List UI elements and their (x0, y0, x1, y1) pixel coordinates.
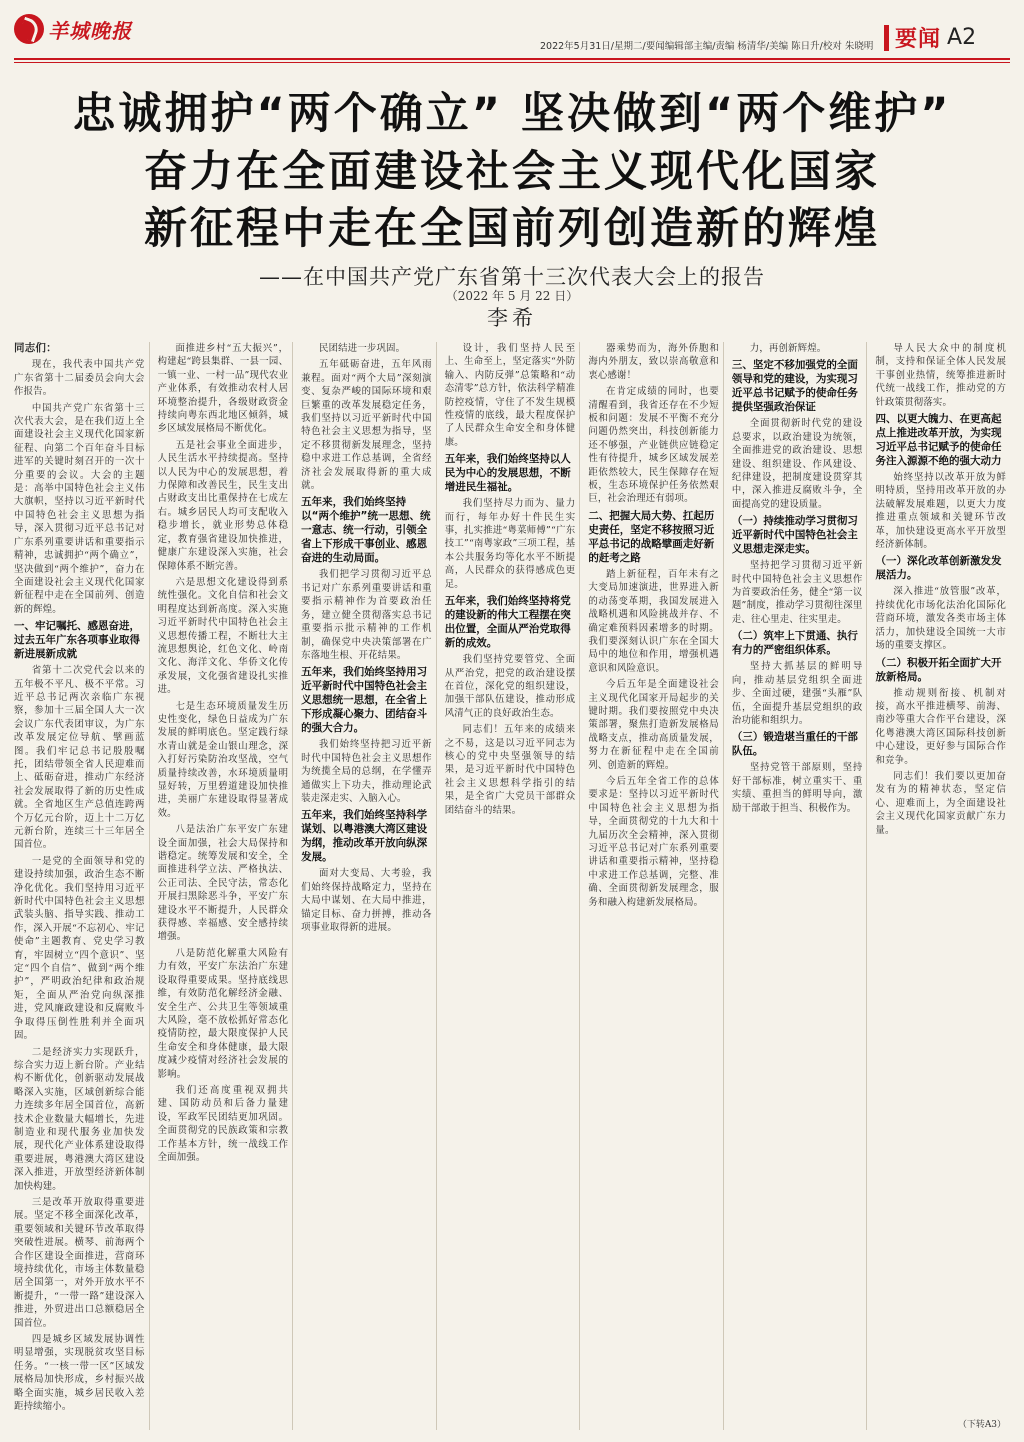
newspaper-logo[interactable] (14, 12, 132, 46)
section-heading: 五年来，我们始终坚持以“两个维护”统一思想、统一意志、统一行动，引领全省上下形成干事创业、感恩奋进的生动局面。 (301, 496, 431, 565)
paragraph: 坚持把学习贯彻习近平新时代中国特色社会主义思想作为首要政治任务，健全“第一议题”制度，推动学习贯彻往深里走、往心里走、往实里走。 (731, 560, 863, 625)
paragraph: 八是法治广东平安广东建设全面加强，社会大局保持和谐稳定。统筹发展和安全，全面推进科学立法、严格执法、公正司法、全民守法，常态化开展扫黑除恶斗争，平安广东建设水平不断提升，人民群众获得感、幸福感、安全感持续增强。 (157, 824, 289, 943)
section-heading: 五年来，我们始终坚持用习近平新时代中国特色社会主义思想统一思想，在全省上下形成凝心聚力、团结奋斗的强大合力。 (301, 666, 428, 735)
paragraph: 四是城乡区域发展协调性明显增强，实现脱贫攻坚目标任务。“一核一带一区”区域发展格局加快形成，乡村振兴战略全面实施，城乡居民收入差距持续缩小。 (14, 1334, 145, 1413)
section-heading: （三）锻造堪当重任的干部队伍。 (731, 731, 858, 758)
paragraph: 我们把学习贯彻习近平总书记对广东系列重要讲话和重要指示精神作为首要政治任务，建立健全贯彻落实总书记重要指示批示精神的工作机制，确保党中央决策部署在广东落地生根、开花结果。 (301, 569, 432, 661)
headline-line-1: 忠诚拥护“两个确立” 坚决做到“两个维护” (72, 89, 952, 139)
section-heading: 五年来，我们始终坚持科学谋划、以粤港澳大湾区建设为纲，推动改革开放向纵深发展。 (301, 809, 428, 864)
section-tag (884, 22, 976, 53)
section-heading: 四、以更大魄力、在更高起点上推进改革开放，为实现习近平总书记赋予的使命任务注入源源不绝的强大动力 (875, 413, 1002, 468)
report-date: （2022 年 5 月 22 日） (445, 289, 579, 303)
paragraph: 今后五年全省工作的总体要求是：坚持以习近平新时代中国特色社会主义思想为指导，全面贯彻党的十九大和十九届历次全会精神，深入贯彻习近平总书记对广东系列重要讲话和重要指示精神，坚持稳中求进工作总基调，完整、准确、全面贯彻新发展理念，服务和融入构建新发展格局。 (588, 775, 719, 908)
paragraph: 省第十二次党代会以来的五年极不平凡、极不平常。习近平总书记两次亲临广东视察，参加十三届全国人大一次会议广东代表团审议，为广东改革发展定位导航、擘画蓝图。我们牢记总书记殷殷嘱托，团结带领全省人民迎难而上、砥砺奋进，推动广东经济社会发展取得了新的历史性成就。全省地区生产总值连跨两个万亿元台阶，迈上十二万亿元新台阶，连续三十三年居全国首位。 (14, 665, 145, 851)
paragraph: 始终坚持以改革开放为鲜明特质，坚持用改革开放的办法破解发展难题，以更大力度推进重点领域和关键环节改革，加快建设更高水平开放型经济新体制。 (875, 472, 1007, 551)
paragraph: 推动规则衔接、机制对接，高水平推进横琴、前海、南沙等重大合作平台建设，深化粤港澳大湾区国际科技创新中心建设，更好参与国际合作和竞争。 (875, 687, 1007, 766)
paragraph: 五年砥砺奋进，五年风雨兼程。面对“两个大局”深刻演变、复杂严峻的国际环境和艰巨繁重的改革发展稳定任务，我们坚持以习近平新时代中国特色社会主义思想为指导，坚定不移贯彻新发展理念，坚持稳中求进工作总基调，全省经济社会发展取得新的重大成就。 (301, 359, 432, 492)
section-heading: 二、把握大局大势、扛起历史责任，坚定不移按照习近平总书记的战略擘画走好新的赶考之路 (588, 509, 715, 564)
paragraph: 面推进乡村“五大振兴”，构建起“跨县集群、一县一园、一镇一业、一村一品”现代农业产业体系，有效推动农村人居环境整治提升，各级财政资金持续向粤东西北地区倾斜，城乡区域发展格局不断优化。 (157, 343, 289, 435)
paragraph: 一是党的全面领导和党的建设持续加强，政治生态不断净化优化。我们坚持用习近平新时代中国特色社会主义思想武装头脑、指导实践、推动工作，深入开展“不忘初心、牢记使命”主题教育、党史学习教育，牢固树立“四个意识”、坚定“四个自信”、做到“两个维护”，严明政治纪律和政治规矩，全面从严治党向纵深推进，党风廉政建设和反腐败斗争取得压倒性胜利并全面巩固。 (14, 855, 145, 1042)
paragraph: 现在，我代表中国共产党广东省第十二届委员会向大会作报告。 (14, 359, 145, 398)
salutation: 同志们： (14, 342, 57, 354)
masthead (0, 0, 1024, 66)
text-column (14, 342, 150, 1430)
logo-icon (14, 14, 44, 44)
text-column (588, 342, 724, 1430)
paragraph: 同志们！五年来的成绩来之不易，这是以习近平同志为核心的党中央坚强领导的结果，是习近平新时代中国特色社会主义思想科学指引的结果，是全省广大党员干部群众团结奋斗的结果。 (444, 724, 576, 816)
paragraph: 今后五年是全面建设社会主义现代化国家开局起步的关键时期。我们要按照党中央决策部署，聚焦打造新发展格局战略支点，推动高质量发展，努力在新征程中走在全国前列、创造新的辉煌。 (588, 679, 719, 771)
paragraph: 我们还高度重视双拥共建、国防动员和后备力量建设，军政军民团结更加巩固。全面贯彻党的民族政策和宗教工作基本方针，统一战线工作全面加强。 (157, 1084, 289, 1163)
article-body (14, 342, 1010, 1430)
subheadline: ——在中国共产党广东省第十三次代表大会上的报告 (259, 265, 765, 289)
paragraph: 民团结进一步巩固。 (319, 343, 406, 354)
paragraph: 面对大变局、大考验，我们始终保持战略定力，坚持在大局中谋划、在大局中推进，锚定目标、奋力拼搏，推动各项事业取得新的进展。 (301, 868, 432, 933)
headline-line-2: 奋力在全面建设社会主义现代化国家 (144, 147, 880, 197)
author: 李希 (487, 306, 537, 330)
paragraph: 六是思想文化建设得到系统性强化。文化自信和社会文明程度达到新高度。深入实施习近平新时代中国特色社会主义思想传播工程，不断壮大主流思想舆论，红色文化、岭南文化、海洋文化、华侨文化传承发展，文化强省建设扎实推进。 (157, 576, 289, 696)
section-heading: 一、牢记嘱托、感恩奋进，过去五年广东各项事业取得新进展新成就 (14, 620, 140, 661)
paragraph: 踏上新征程，百年未有之大变局加速演进，世界进入新的动荡变革期，我国发展进入战略机遇和风险挑战并存、不确定难预料因素增多的时期。我们要深刻认识广东在全国大局中的地位和作用，增强机遇意识和风险意识。 (588, 568, 719, 674)
paragraph: 中国共产党广东省第十三次代表大会，是在我们迈上全面建设社会主义现代化国家新征程、向第二个百年奋斗目标进军的关键时刻召开的一次十分重要的会议。大会的主题是：高举中国特色社会主义伟大旗帜，坚持以习近平新时代中国特色社会主义思想为指导，深入贯彻习近平总书记对广东系列重要讲话和重要指示精神，忠诚拥护“两个确立”，坚决做到“两个维护”，奋力在全面建设社会主义现代化国家新征程中走在全国前列、创造新的辉煌。 (14, 402, 145, 615)
section-heading: 三、坚定不移加强党的全面领导和党的建设，为实现习近平总书记赋予的使命任务提供坚强政治保证 (731, 359, 858, 414)
text-column (301, 342, 437, 1430)
paragraph: 七是生态环境质量发生历史性变化，绿色日益成为广东发展的鲜明底色。坚定践行绿水青山就是金山银山理念，深入打好污染防治攻坚战，空气质量持续改善，水环境质量明显好转，万里碧道建设加快推进，美丽广东建设取得显著成效。 (157, 700, 289, 819)
paragraph: 坚持大抓基层的鲜明导向，推动基层党组织全面进步、全面过硬，建强“头雁”队伍，全面提升基层党组织的政治功能和组织力。 (731, 661, 863, 726)
section-heading: （二）筑牢上下贯通、执行有力的严密组织体系。 (731, 630, 858, 657)
paragraph: 在肯定成绩的同时，也要清醒看到，我省还存在不少短板和问题：发展不平衡不充分问题仍然突出，科技创新能力还不够强，产业链供应链稳定性有待提升，城乡区域发展差距依然较大，民生保障存在短板，生态环境保护任务依然艰巨，社会治理还有弱项。 (588, 386, 719, 505)
section-heading: 五年来，我们始终坚持将党的建设新的伟大工程摆在突出位置，全面从严治党取得新的成效。 (444, 595, 571, 650)
continued-on-next-page[interactable]: （下转A3） (954, 1417, 1006, 1430)
section-name: 要闻 (895, 27, 942, 52)
paragraph: 力，再创新辉煌。 (749, 343, 827, 354)
text-column (445, 342, 581, 1430)
paragraph: 器乘势而为，海外侨胞和海内外朋友，致以崇高敬意和衷心感谢！ (588, 343, 719, 381)
section-heading: （一）深化改革创新激发发展活力。 (875, 555, 1002, 582)
paragraph: 我们始终坚持把习近平新时代中国特色社会主义思想作为统揽全局的总纲，在学懂弄通做实上下功夫，推动理论武装走深走实、入脑入心。 (301, 739, 432, 804)
header-rule-thin (14, 62, 1010, 63)
logo-text: 羊城晚报 (48, 18, 132, 43)
paragraph: 坚持党管干部原则，坚持好干部标准，树立重实干、重实绩、重担当的鲜明导向，激励干部敢于担当、积极作为。 (731, 762, 863, 814)
paragraph: 五是社会事业全面进步，人民生活水平持续提高。坚持以人民为中心的发展思想，着力保障和改善民生，民生支出占财政支出比重保持在七成左右。城乡居民人均可支配收入稳步增长，就业形势总体稳定，教育强省建设加快推进，健康广东建设深入实施，社会保障体系不断完善。 (157, 439, 289, 572)
section-heading: 五年来，我们始终坚持以人民为中心的发展思想，不断增进民生福祉。 (444, 453, 571, 494)
text-column (158, 342, 294, 1430)
paragraph: 同志们！我们要以更加奋发有为的精神状态，坚定信心、迎难而上，为全面建设社会主义现代化国家贡献广东力量。 (875, 770, 1007, 836)
text-column (732, 342, 868, 1430)
paragraph: 导人民大众中的制度机制，支持和保证全体人民发展干事创业热情，统筹推进新时代统一战线工作，推动党的方针政策贯彻落实。 (875, 343, 1007, 408)
section-heading: （二）积极开拓全面扩大开放新格局。 (875, 656, 1002, 683)
headline-line-3: 新征程中走在全国前列创造新的辉煌 (144, 204, 880, 254)
paragraph: 设计，我们坚持人民至上、生命至上，坚定落实“外防输入、内防反弹”总策略和“动态清零”总方针，依法科学精准防控疫情，守住了不发生规模性疫情的底线，最大程度保护了人民群众生命安全和身体健康。 (444, 343, 576, 448)
paragraph: 我们坚持党要管党、全面从严治党，把党的政治建设摆在首位，深化党的组织建设，加强干部队伍建设，推动形成风清气正的良好政治生态。 (444, 654, 576, 719)
paragraph: 二是经济实力实现跃升，综合实力迈上新台阶。产业结构不断优化，创新驱动发展战略深入实施，区域创新综合能力连续多年居全国首位，高新技术企业数量大幅增长，先进制造业和现代服务业加快发展，现代化产业体系建设取得重要进展，粤港澳大湾区建设深入推进，开放型经济新体制加快构建。 (14, 1046, 145, 1192)
section-bar (884, 25, 889, 51)
section-heading: （一）持续推动学习贯彻习近平新时代中国特色社会主义思想走深走实。 (731, 515, 858, 556)
header-rule (14, 58, 1010, 60)
paragraph: 深入推进“放管服”改革，持续优化市场化法治化国际化营商环境，激发各类市场主体活力，加快建设全国统一大市场的重要支撑区。 (875, 586, 1007, 652)
paragraph: 三是改革开放取得重要进展。坚定不移全面深化改革，重要领域和关键环节改革取得突破性进展。横琴、前海两个合作区建设全面推进，营商环境持续优化，市场主体数量稳居全国第一，对外开放水平不断提升，“一带一路”建设深入推进，外贸进出口总额稳居全国首位。 (14, 1196, 145, 1329)
page-number: A2 (947, 25, 977, 50)
paragraph: 我们坚持尽力而为、量力而行，每年办好十件民生实事，扎实推进“粤菜师傅”“广东技工”“南粤家政”三项工程，基本公共服务均等化水平不断提高，人民群众的获得感成色更足。 (444, 498, 576, 590)
text-column (875, 342, 1010, 1430)
issue-info: 2022年5月31日/星期二/要闻编辑部主编/责编 杨清华/美编 陈日升/校对 朱晓明 (540, 41, 874, 52)
paragraph: 全面贯彻新时代党的建设总要求，以政治建设为统领，全面推进党的政治建设、思想建设、组织建设、作风建设、纪律建设，把制度建设贯穿其中，深入推进反腐败斗争，全面提高党的建设质量。 (731, 418, 863, 510)
paragraph: 八是防范化解重大风险有力有效，平安广东法治广东建设取得重要成果。坚持底线思维，有效防范化解经济金融、安全生产、公共卫生等领域重大风险，毫不放松抓好常态化疫情防控，最大限度保护人民生命安全和身体健康，最大限度减少疫情对经济社会发展的影响。 (157, 947, 289, 1080)
